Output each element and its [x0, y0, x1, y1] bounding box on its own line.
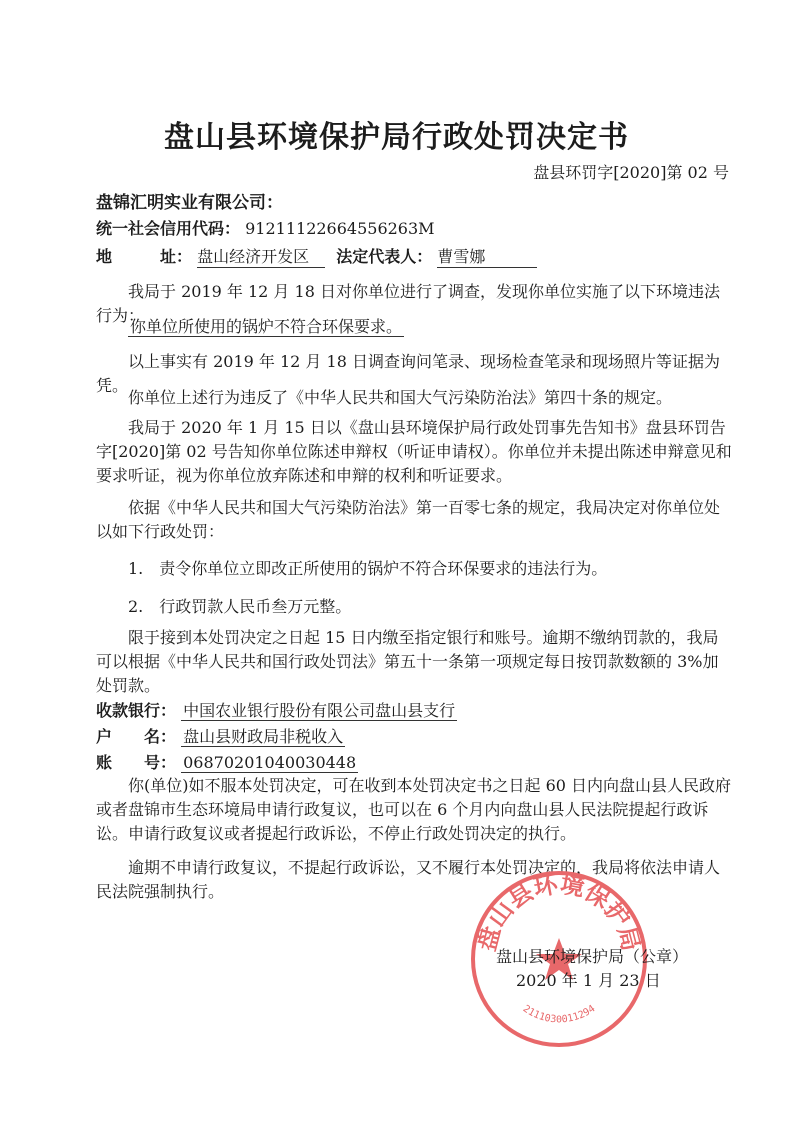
seal-arc-text: 盘山县环境保护局 — [472, 870, 646, 954]
violation-statement — [128, 314, 404, 337]
credit-code-value: 91211122664556263M — [245, 219, 435, 238]
bank-label: 收款银行： — [96, 701, 177, 720]
paragraph-notice: 我局于 2020 年 1 月 15 日以《盘山县环境保护局行政处罚事先告知书》盘县环罚告字[2020]第 02 号告知你单位陈述申辩权（听证申请权）。你单位并未提出陈述申辩意见和要求听证，视为你单位放弃陈述和申辩的权利和听证要求。 — [96, 418, 732, 485]
paragraph-evidence: 以上事实有 2019 年 12 月 18 日调查询问笔录、现场检查笔录和现场照片等证据为凭。 — [96, 352, 720, 395]
representative-value: 曹雪娜 — [437, 244, 537, 268]
bank-value: 中国农业银行股份有限公司盘山县支行 — [183, 701, 456, 720]
document-number: 盘县环罚字[2020]第 02 号 — [533, 163, 729, 182]
account-name-value: 盘山县财政局非税收入 — [183, 727, 344, 746]
address-value: 盘山经济开发区 — [197, 244, 325, 268]
credit-code-row — [96, 216, 435, 239]
seal-code: 2111030011294 — [520, 1003, 598, 1026]
address-label: 地 址： — [96, 247, 193, 266]
account-number-value: 06870201040030448 — [183, 753, 357, 772]
issuer-signature: 盘山县环境保护局（公章） — [496, 947, 689, 966]
paragraph-payment-deadline: 限于接到本处罚决定之日起 15 日内缴至指定银行和账号。逾期不缴纳罚款的，我局可以根据《中华人民共和国行政处罚法》第五十一条第一项规定每日按罚款数额的 3%加处罚款。 — [96, 628, 719, 695]
account-number-row — [96, 750, 358, 773]
credit-code-label: 统一社会信用代码： — [96, 219, 241, 238]
paragraph-enforcement: 逾期不申请行政复议，不提起行政诉讼，又不履行本处罚决定的，我局将依法申请人民法院强制执行。 — [96, 858, 721, 901]
paragraph-appeal-rights: 你(单位)如不服本处罚决定，可在收到本处罚决定书之日起 60 日内向盘山县人民政府或者盘锦市生态环境局申请行政复议，也可以在 6 个月内向盘山县人民法院提起行政诉讼。申请行政复议或者提起行政诉讼，不停止行政处罚决定的执行。 — [96, 776, 732, 843]
penalty-item-2: 2. 行政罚款人民币叁万元整。 — [128, 597, 352, 616]
paragraph-law-violated: 你单位上述行为违反了《中华人民共和国大气污染防治法》第四十条的规定。 — [128, 388, 673, 407]
paragraph-decision-basis: 依据《中华人民共和国大气污染防治法》第一百零七条的规定，我局决定对你单位处以如下行政处罚： — [96, 498, 721, 541]
account-name-row — [96, 724, 345, 747]
party-name: 盘锦汇明实业有限公司： — [96, 193, 283, 213]
penalty-item-1: 1. 责令你单位立即改正所使用的锅炉不符合环保要求的违法行为。 — [128, 559, 608, 578]
account-name-label: 户 名： — [96, 727, 177, 746]
representative-label: 法定代表人： — [336, 247, 433, 266]
violation-text: 你单位所使用的锅炉不符合环保要求。 — [130, 317, 403, 336]
paragraph-investigation: 我局于 2019 年 12 月 18 日对你单位进行了调查，发现你单位实施了以下环境违法行为： — [96, 282, 720, 325]
document-title: 盘山县环境保护局行政处罚决定书 — [164, 120, 629, 155]
bank-row — [96, 698, 457, 721]
account-number-label: 账 号： — [96, 753, 177, 772]
address-row — [96, 244, 537, 268]
issue-date: 2020 年 1 月 23 日 — [516, 971, 661, 990]
